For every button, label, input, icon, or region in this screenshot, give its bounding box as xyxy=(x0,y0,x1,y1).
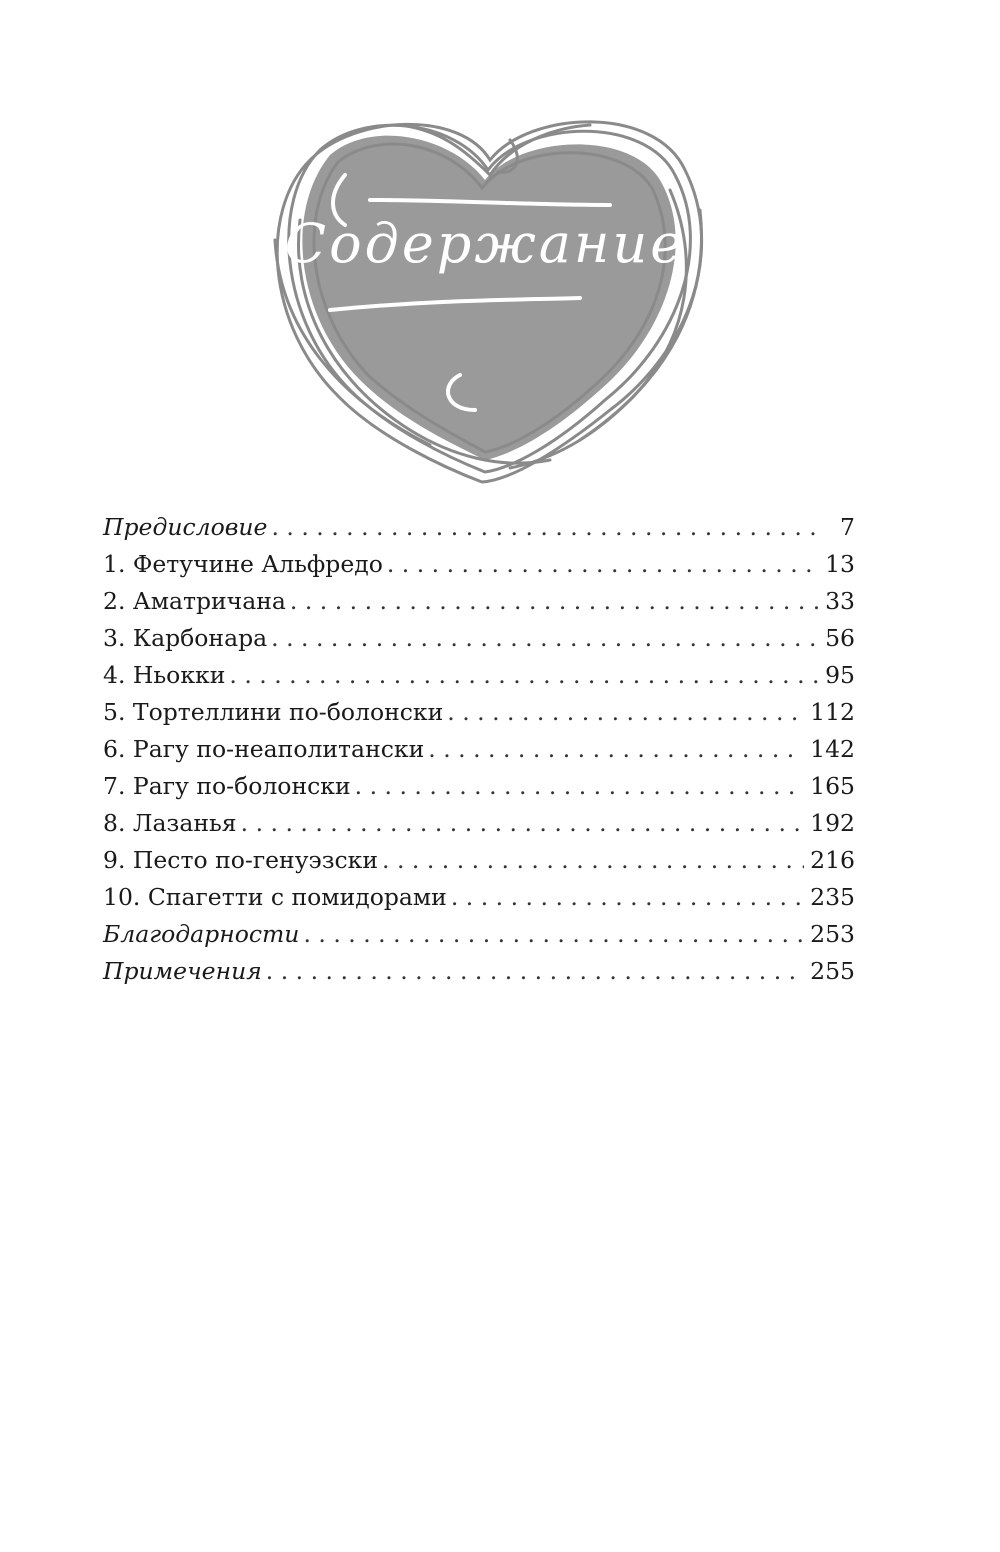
toc-entry-page: 192 xyxy=(810,809,855,837)
toc-entry-title: 2. Аматричана xyxy=(103,587,286,615)
toc-dot-leader xyxy=(229,657,819,694)
toc-entry-title: Благодарности xyxy=(103,920,300,948)
toc-entry-title: Примечения xyxy=(103,957,262,985)
toc-entry-page: 56 xyxy=(825,624,855,652)
emblem-title: Содержание xyxy=(284,212,686,275)
toc-dot-leader xyxy=(290,583,819,620)
toc-entry[interactable] xyxy=(103,805,855,842)
toc-dot-leader xyxy=(266,953,804,990)
toc-entry-title: 9. Песто по-генуэзски xyxy=(103,846,379,874)
toc-dot-leader xyxy=(355,768,805,805)
toc-entry-page: 255 xyxy=(810,957,855,985)
table-of-contents xyxy=(103,509,855,990)
toc-dot-leader xyxy=(451,879,804,916)
toc-entry-page: 13 xyxy=(825,550,855,578)
toc-entry[interactable] xyxy=(103,879,855,916)
toc-entry-title: 8. Лазанья xyxy=(103,809,237,837)
toc-entry[interactable] xyxy=(103,620,855,657)
heart-pasta-icon xyxy=(250,100,720,490)
toc-entry[interactable] xyxy=(103,509,855,546)
toc-entry[interactable] xyxy=(103,842,855,879)
toc-entry-page: 235 xyxy=(810,883,855,911)
toc-entry-title: 10. Спагетти с помидорами xyxy=(103,883,447,911)
toc-entry[interactable] xyxy=(103,546,855,583)
toc-entry-title: 3. Карбонара xyxy=(103,624,268,652)
toc-entry-page: 142 xyxy=(810,735,855,763)
toc-entry[interactable] xyxy=(103,768,855,805)
heart-emblem xyxy=(250,100,720,490)
toc-entry-title: 1. Фетучине Альфредо xyxy=(103,550,383,578)
toc-dot-leader xyxy=(271,509,825,546)
toc-entry-title: 7. Рагу по-болонски xyxy=(103,772,351,800)
toc-entry-title: 6. Рагу по-неаполитански xyxy=(103,735,425,763)
toc-entry[interactable] xyxy=(103,916,855,953)
toc-dot-leader xyxy=(447,694,804,731)
toc-entry-page: 33 xyxy=(825,587,855,615)
toc-entry[interactable] xyxy=(103,953,855,990)
toc-entry-page: 253 xyxy=(810,920,855,948)
toc-entry-title: 4. Ньокки xyxy=(103,661,226,689)
toc-entry[interactable] xyxy=(103,694,855,731)
toc-dot-leader xyxy=(387,546,819,583)
toc-entry[interactable] xyxy=(103,731,855,768)
toc-entry-page: 216 xyxy=(810,846,855,874)
toc-dot-leader xyxy=(241,805,805,842)
toc-entry-title: Предисловие xyxy=(103,513,268,541)
toc-entry-page: 112 xyxy=(810,698,855,726)
toc-dot-leader xyxy=(271,620,819,657)
toc-entry-page: 95 xyxy=(825,661,855,689)
toc-entry[interactable] xyxy=(103,657,855,694)
toc-dot-leader xyxy=(428,731,804,768)
toc-entry-page: 165 xyxy=(810,772,855,800)
toc-entry-page: 7 xyxy=(840,513,855,541)
toc-dot-leader xyxy=(382,842,804,879)
toc-dot-leader xyxy=(303,916,804,953)
toc-entry[interactable] xyxy=(103,583,855,620)
toc-entry-title: 5. Тортеллини по-болонски xyxy=(103,698,444,726)
